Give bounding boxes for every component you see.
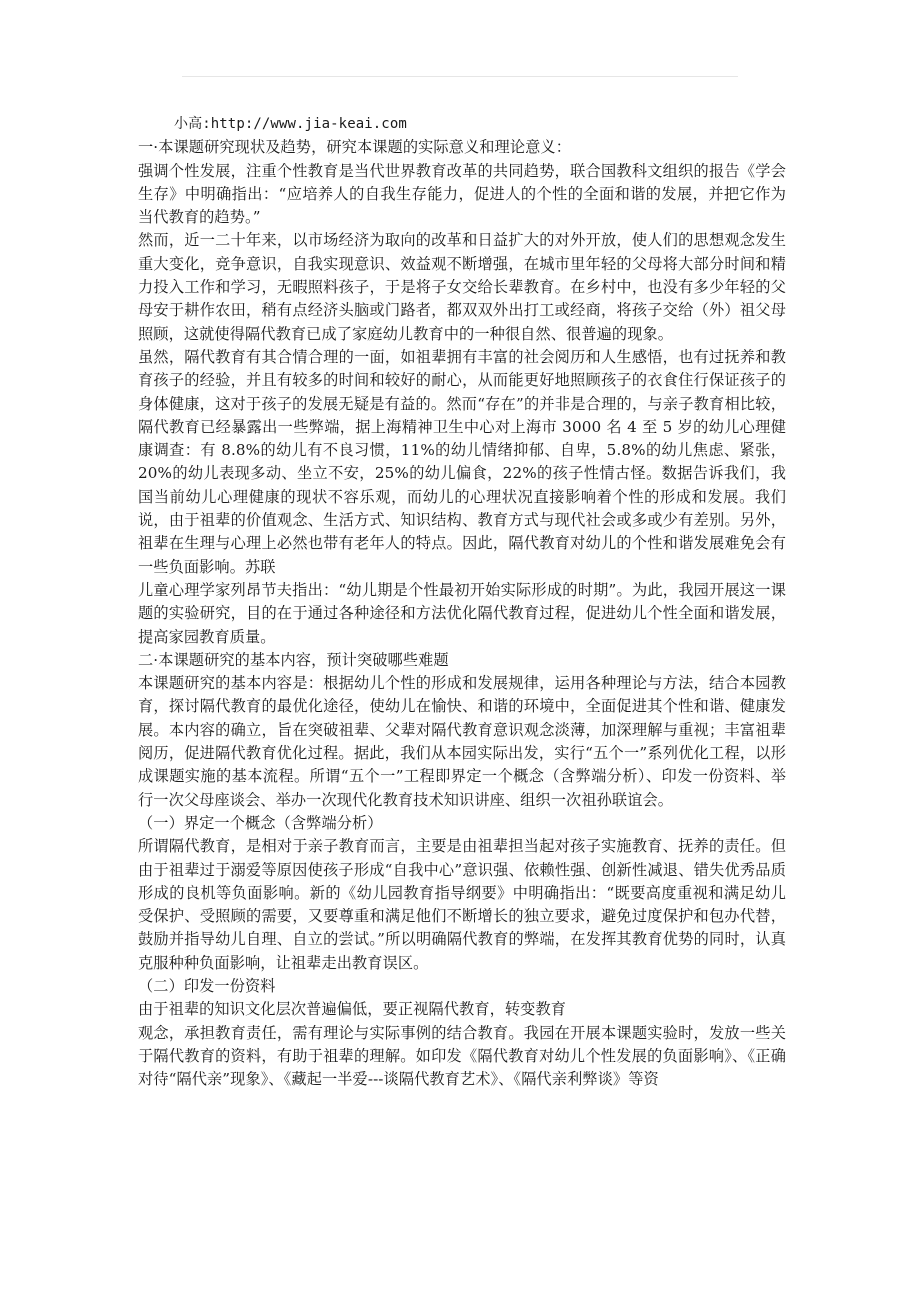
paragraph: 由于祖辈的知识文化层次普遍偏低，要正视隔代教育，转变教育 (138, 1000, 567, 1019)
paragraph: 本课题研究的基本内容是：根据幼儿个性的形成和发展规律，运用各种理论与方法，结合本园教育，探讨隔代教育的最优化途径，使幼儿在愉快、和谐的环境中，全面促进其个性和谐、健康发展。本内容的确立，旨在突破祖辈、父辈对隔代教育意识观念淡薄，加深理解与重视；丰富祖辈阅历，促进隔代教育优化过程。据此，我们从本园实际出发，实行“五个一”系列优化工程，以形成课题实施的基本流程。所谓“五个一”工程即界定一个概念（含弊端分析）、印发一份资料、举行一次父母座谈会、举办一次现代化教育技术知识讲座、组织一次祖孙联谊会。 (138, 674, 786, 809)
header-rule (182, 76, 738, 77)
document-body (138, 113, 786, 1091)
paragraph: 观念，承担教育责任，需有理论与实际事例的结合教育。我园在开展本课题实验时，发放一些关于隔代教育的资料，有助于祖辈的理解。如印发《隔代教育对幼儿个性发展的负面影响》、《正确对待“隔代亲”现象》、《藏起一半爱---谈隔代教育艺术》、《隔代亲利弊谈》等资 (138, 1023, 786, 1089)
paragraph: 儿童心理学家列昂节夫指出：“幼儿期是个性最初开始实际形成的时期”。为此，我园开展这一课题的实验研究，目的在于通过各种途径和方法优化隔代教育过程，促进幼儿个性全面和谐发展，提高家园教育质量。 (138, 580, 786, 646)
paragraph: 虽然，隔代教育有其合情合理的一面，如祖辈拥有丰富的社会阅历和人生感悟，也有过抚养和教育孩子的经验，并且有较多的时间和较好的耐心，从而能更好地照顾孩子的衣食住行保证孩子的身体健康，这对于孩子的发展无疑是有益的。然而“存在”的并非是合理的，与亲子教育相比较，隔代教育已经暴露出一些弊端，据上海精神卫生中心对上海市 3000 名 4 至 5 岁的幼儿心理健康调查：有 8.8%的幼儿有不良习惯，11%的幼儿情绪抑郁、自卑，5.8%的幼儿焦虑、紧张，20%的幼儿表现多动、坐立不安，25%的幼儿偏食，22%的孩子性情古怪。数据告诉我们，我国当前幼儿心理健康的现状不容乐观，而幼儿的心理状况直接影响着个性的形成和发展。我们说，由于祖辈的价值观念、生活方式、知识结构、教育方式与现代社会或多或少有差别。另外，祖辈在生理与心理上必然也带有老年人的特点。因此，隔代教育对幼儿的个性和谐发展难免会有一些负面影响。苏联 (138, 347, 786, 576)
paragraph: 强调个性发展，注重个性教育是当代世界教育改革的共同趋势，联合国教科文组织的报告《学会生存》中明确指出：“应培养人的自我生存能力，促进人的个性的全面和谐的发展，并把它作为当代教育的趋势。” (138, 161, 786, 227)
paragraph: 所谓隔代教育，是相对于亲子教育而言，主要是由祖辈担当起对孩子实施教育、抚养的责任。但由于祖辈过于溺爱等原因使孩子形成“自我中心”意识强、依赖性强、创新性减退、错失优秀品质形成的良机等负面影响。新的《幼儿园教育指导纲要》中明确指出：“既要高度重视和满足幼儿受保护、受照顾的需要，又要尊重和满足他们不断增长的独立要求，避免过度保护和包办代替，鼓励并指导幼儿自理、自立的尝试。”所以明确隔代教育的弊端，在发挥其教育优势的同时，认真克服种种负面影响，让祖辈走出教育误区。 (138, 837, 786, 972)
subsection-1-heading: （一）界定一个概念（含弊端分析） (138, 813, 383, 832)
section-2-heading: 二·本课题研究的基本内容，预计突破哪些难题 (138, 650, 449, 669)
subsection-2-heading: （二）印发一份资料 (138, 976, 276, 995)
paragraph: 然而，近一二十年来，以市场经济为取向的改革和日益扩大的对外开放，使人们的思想观念发生重大变化，竞争意识，自我实现意识、效益观不断增强，在城市里年轻的父母将大部分时间和精力投入工作和学习，无暇照料孩子，于是将子女交给长辈教育。在乡村中，也没有多少年轻的父母安于耕作农田，稍有点经济头脑或门路者，都双双外出打工或经商，将孩子交给（外）祖父母照顾，这就使得隔代教育已成了家庭幼儿教育中的一种很自然、很普遍的现象。 (138, 231, 786, 343)
section-1-heading: 一·本课题研究现状及趋势，研究本课题的实际意义和理论意义： (138, 138, 571, 157)
url-line: 小高:http://www.jia-keai.com (174, 116, 407, 132)
